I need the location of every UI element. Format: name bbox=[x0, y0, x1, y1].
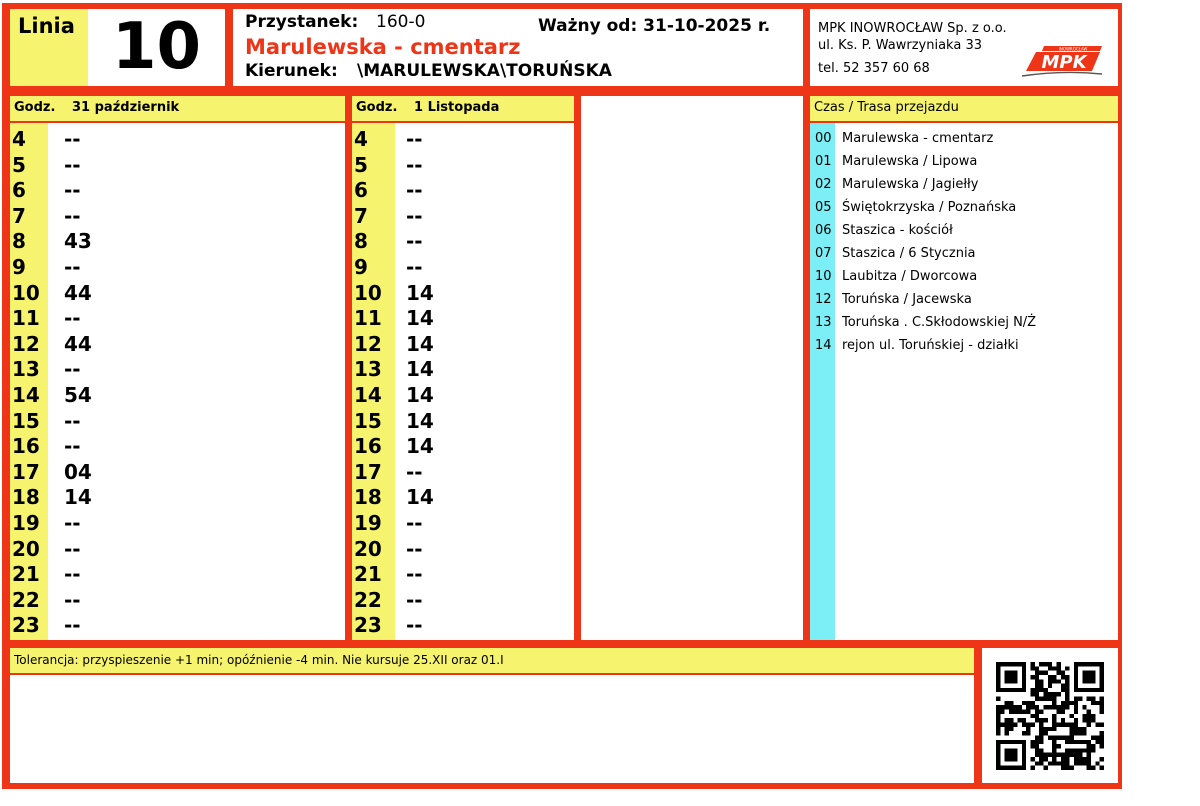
hour-value: 16 bbox=[12, 434, 40, 459]
line-label-box bbox=[10, 9, 88, 86]
route-stop bbox=[810, 173, 1110, 196]
hour-value: 18 bbox=[12, 485, 40, 510]
hour-value: 14 bbox=[12, 383, 40, 407]
minute-value: 14 bbox=[406, 408, 434, 433]
mpk-logo-icon bbox=[1022, 45, 1102, 79]
minute-value: -- bbox=[64, 178, 81, 203]
schedule-row bbox=[10, 485, 310, 510]
schedule-row bbox=[10, 434, 310, 459]
qr-box bbox=[982, 648, 1118, 783]
minute-value: -- bbox=[406, 127, 423, 151]
company-phone: tel. 52 357 60 68 bbox=[818, 61, 930, 76]
hour-value: 9 bbox=[12, 255, 26, 279]
hour-value: 7 bbox=[354, 203, 368, 228]
minute-value: 14 bbox=[406, 434, 434, 459]
route-time: 13 bbox=[815, 315, 832, 330]
schedule-row bbox=[10, 537, 310, 562]
route-stop-name: Toruńska / Jacewska bbox=[842, 292, 972, 307]
empty-column bbox=[581, 96, 803, 640]
route-stop bbox=[810, 288, 1110, 311]
route-stop-name: Marulewska - cmentarz bbox=[842, 131, 994, 146]
route-stop bbox=[810, 242, 1110, 265]
route-time: 12 bbox=[815, 292, 832, 307]
minute-value: -- bbox=[406, 459, 423, 484]
hour-value: 6 bbox=[354, 178, 368, 203]
hour-value: 21 bbox=[354, 562, 382, 587]
minute-value: 14 bbox=[64, 485, 92, 510]
minute-value: -- bbox=[406, 255, 423, 279]
hour-value: 20 bbox=[12, 536, 40, 561]
schedule-row bbox=[10, 357, 310, 382]
hour-value: 16 bbox=[354, 434, 382, 459]
schedule-row bbox=[10, 613, 310, 638]
route-stop bbox=[810, 127, 1110, 150]
route-stop bbox=[810, 219, 1110, 242]
route-stop bbox=[810, 311, 1110, 334]
notes-box bbox=[10, 675, 974, 783]
route-time: 01 bbox=[815, 154, 832, 169]
minute-value: -- bbox=[64, 152, 81, 177]
hour-value: 23 bbox=[12, 613, 40, 638]
hour-value: 7 bbox=[12, 203, 26, 228]
schedule-row bbox=[10, 281, 310, 306]
line-label: Linia bbox=[18, 14, 75, 38]
hour-value: 19 bbox=[12, 511, 40, 535]
minute-value: -- bbox=[406, 587, 423, 612]
hour-value: 14 bbox=[354, 383, 382, 407]
hour-value: 10 bbox=[12, 280, 40, 305]
route-header: Czas / Trasa przejazdu bbox=[810, 96, 1118, 121]
route-time: 02 bbox=[815, 177, 832, 192]
hour-value: 22 bbox=[12, 587, 40, 612]
minute-value: 44 bbox=[64, 280, 92, 305]
schedule-row bbox=[10, 127, 310, 152]
hour-value: 4 bbox=[12, 127, 26, 151]
route-stop bbox=[810, 196, 1110, 219]
godz-label: Godz. bbox=[356, 100, 398, 115]
schedule-row bbox=[10, 460, 310, 485]
svg-text:INOWROCŁAW: INOWROCŁAW bbox=[1058, 46, 1088, 52]
schedule-row bbox=[10, 229, 310, 254]
minute-value: -- bbox=[64, 587, 81, 612]
route-stop bbox=[810, 265, 1110, 288]
hour-value: 8 bbox=[354, 229, 368, 254]
schedule-row bbox=[10, 588, 310, 613]
minute-value: 14 bbox=[406, 306, 434, 331]
route-stop-name: Laubitza / Dworcowa bbox=[842, 269, 978, 284]
minute-value: 43 bbox=[64, 229, 92, 254]
schedule-row bbox=[10, 255, 310, 280]
minute-value: -- bbox=[406, 511, 423, 535]
schedule-header-nov1 bbox=[352, 96, 574, 121]
hour-value: 13 bbox=[354, 357, 382, 382]
stop-name: Marulewska - cmentarz bbox=[245, 35, 521, 59]
direction-value: \MARULEWSKA\TORUŃSKA bbox=[357, 61, 612, 81]
route-stop-name: Staszica - kościół bbox=[842, 223, 953, 238]
minute-value: -- bbox=[406, 152, 423, 177]
minute-value: -- bbox=[64, 127, 81, 151]
company-box bbox=[810, 9, 1118, 86]
minute-value: -- bbox=[406, 229, 423, 254]
line-number-box bbox=[88, 9, 225, 86]
hour-value: 10 bbox=[354, 280, 382, 305]
company-name: MPK INOWROCŁAW Sp. z o.o. bbox=[818, 21, 1007, 36]
minute-value: 14 bbox=[406, 331, 434, 356]
schedule-date: 1 Listopada bbox=[414, 100, 500, 115]
route-stop bbox=[810, 150, 1110, 173]
hour-value: 13 bbox=[12, 357, 40, 382]
minute-value: -- bbox=[406, 613, 423, 638]
route-time: 07 bbox=[815, 246, 832, 261]
stop-info-box bbox=[233, 9, 803, 86]
direction-label: Kierunek: bbox=[245, 61, 338, 81]
hour-value: 17 bbox=[12, 459, 40, 484]
hour-value: 6 bbox=[12, 178, 26, 203]
minute-value: 14 bbox=[406, 280, 434, 305]
minute-value: -- bbox=[64, 511, 81, 535]
minute-value: 54 bbox=[64, 383, 92, 407]
schedule-row bbox=[10, 204, 310, 229]
route-stop-name: Marulewska / Lipowa bbox=[842, 154, 978, 169]
schedule-row bbox=[10, 562, 310, 587]
minute-value: -- bbox=[64, 613, 81, 638]
hour-value: 11 bbox=[354, 306, 382, 331]
hour-value: 9 bbox=[354, 255, 368, 279]
route-stop-name: Świętokrzyska / Poznańska bbox=[842, 200, 1017, 215]
hour-value: 21 bbox=[12, 562, 40, 587]
minute-value: -- bbox=[406, 562, 423, 587]
hour-value: 18 bbox=[354, 485, 382, 510]
hour-value: 12 bbox=[354, 331, 382, 356]
route-time: 14 bbox=[815, 338, 832, 353]
minute-value: -- bbox=[64, 434, 81, 459]
valid-from: Ważny od: 31-10-2025 r. bbox=[538, 16, 771, 36]
route-stop-name: Toruńska . C.Skłodowskiej N/Ż bbox=[842, 315, 1037, 330]
route-stop-name: Marulewska / Jagiełły bbox=[842, 177, 979, 192]
stop-code: 160-0 bbox=[376, 12, 426, 32]
qr-code-icon bbox=[996, 662, 1104, 770]
route-stop-name: Staszica / 6 Stycznia bbox=[842, 246, 976, 261]
minute-value: -- bbox=[64, 255, 81, 279]
hour-value: 8 bbox=[12, 229, 26, 254]
hour-value: 5 bbox=[12, 152, 26, 177]
tolerance-note: Tolerancja: przyspieszenie +1 min; opóźnienie -4 min. Nie kursuje 25.XII oraz 01.I bbox=[10, 648, 974, 673]
route-stop bbox=[810, 334, 1110, 357]
schedule-header-oct31 bbox=[10, 96, 345, 121]
schedule-row bbox=[10, 409, 310, 434]
schedule-date: 31 październik bbox=[72, 100, 180, 115]
route-time: 05 bbox=[815, 200, 832, 215]
minute-value: 14 bbox=[406, 383, 434, 407]
hour-value: 19 bbox=[354, 511, 382, 535]
schedule-row bbox=[10, 383, 310, 408]
schedule-row bbox=[10, 511, 310, 536]
route-time: 00 bbox=[815, 131, 832, 146]
hour-value: 12 bbox=[12, 331, 40, 356]
hour-value: 20 bbox=[354, 536, 382, 561]
minute-value: -- bbox=[406, 203, 423, 228]
hour-value: 22 bbox=[354, 587, 382, 612]
route-stop-name: rejon ul. Toruńskiej - działki bbox=[842, 338, 1019, 353]
schedule-row bbox=[10, 306, 310, 331]
minute-value: -- bbox=[64, 562, 81, 587]
schedule-row bbox=[10, 153, 310, 178]
minute-value: -- bbox=[406, 536, 423, 561]
line-number: 10 bbox=[111, 10, 202, 84]
minute-value: -- bbox=[64, 306, 81, 331]
hour-value: 11 bbox=[12, 306, 40, 331]
company-address: ul. Ks. P. Wawrzyniaka 33 bbox=[818, 38, 982, 53]
minute-value: -- bbox=[64, 408, 81, 433]
hour-value: 23 bbox=[354, 613, 382, 638]
svg-text:MPK: MPK bbox=[1041, 52, 1087, 73]
minute-value: 44 bbox=[64, 331, 92, 356]
hour-value: 17 bbox=[354, 459, 382, 484]
minute-value: -- bbox=[64, 536, 81, 561]
hour-value: 15 bbox=[354, 408, 382, 433]
minute-value: -- bbox=[64, 357, 81, 382]
hour-value: 5 bbox=[354, 152, 368, 177]
minute-value: 14 bbox=[406, 485, 434, 510]
route-time: 06 bbox=[815, 223, 832, 238]
minute-value: 14 bbox=[406, 357, 434, 382]
stop-label: Przystanek: bbox=[245, 12, 359, 32]
schedule-row bbox=[10, 332, 310, 357]
minute-value: 04 bbox=[64, 459, 92, 484]
hour-value: 4 bbox=[354, 127, 368, 151]
route-time: 10 bbox=[815, 269, 832, 284]
minute-value: -- bbox=[406, 178, 423, 203]
godz-label: Godz. bbox=[14, 100, 56, 115]
minute-value: -- bbox=[64, 203, 81, 228]
hour-value: 15 bbox=[12, 408, 40, 433]
schedule-row bbox=[10, 178, 310, 203]
